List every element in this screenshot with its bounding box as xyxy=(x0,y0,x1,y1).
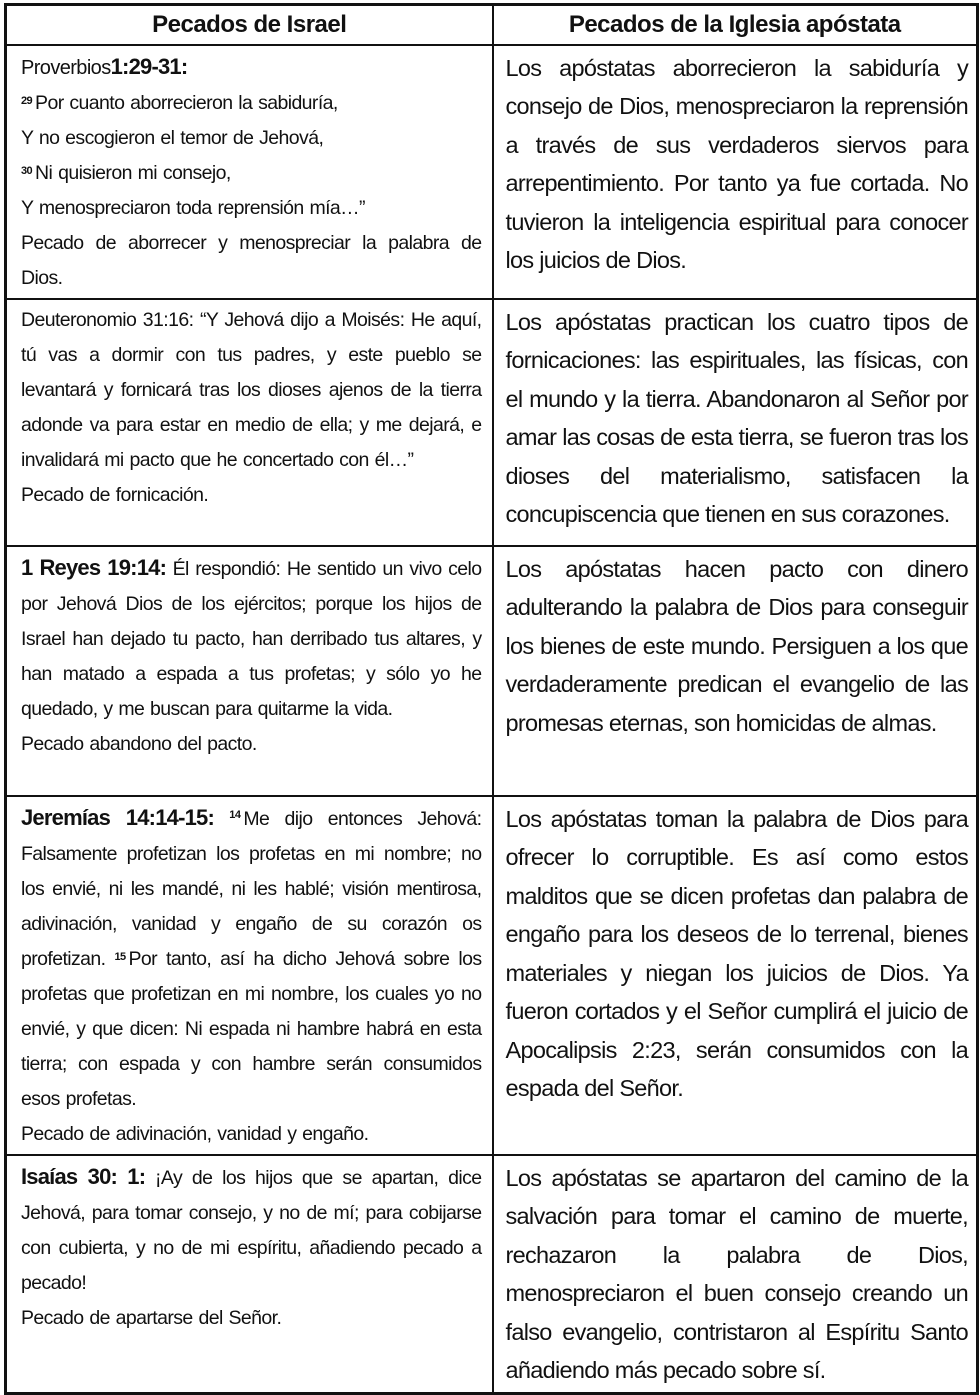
israel-cell-deuteronomio xyxy=(6,299,493,546)
apostate-cell-2: Los apóstatas practican los cuatro tipos de fornicaciones: las espirituales, las físicas, con el mundo y la tierra. Abandonaron al Señor por amar las cosas de esta tierra, se fueron tras los dioses del materialismo, satisfacen la concupiscencia que tienen en sus corazones. xyxy=(493,299,978,546)
verse-reference: Isaías 30: 1: xyxy=(21,1163,146,1189)
table-header-row xyxy=(6,5,978,45)
table-row xyxy=(6,1155,978,1394)
apostate-cell-3: Los apóstatas hacen pacto con dinero adulterando la palabra de Dios para conseguir los bienes de este mundo. Persiguen a los que verdaderamente predican el evangelio de las promesas eternas, son homicidas de almas. xyxy=(493,546,978,796)
apostate-cell-5: Los apóstatas se apartaron del camino de la salvación para tomar el camino de muerte, rechazaron la palabra de Dios, menospreciaron el buen consejo creando un falso evangelio, contristaron al Espíritu Santo añadiendo más pecado sobre sí. xyxy=(493,1155,978,1394)
verse-text: Por tanto, así ha dicho Jehová sobre los profetas que profetizan en mi nombre, los cuales yo no envié, y que dicen: Ni espada ni hambre habrá en esta tierra; con espada y con hambre serán consumidos esos profetas. xyxy=(21,947,482,1110)
israel-cell-proverbios xyxy=(6,45,493,299)
verse-line: $^{29}$ Por cuanto aborrecieron la sabiduría, xyxy=(21,91,338,114)
table-row xyxy=(6,796,978,1155)
verse-number: 15 xyxy=(114,950,126,963)
verse-line: Y menospreciaron toda reprensión mía…” xyxy=(21,196,365,219)
verse-text: Él respondió: He sentido un vivo celo por Jehová Dios de los ejércitos; porque los hijos de Israel han dejado tu pacto, han derribado tus altares, y han matado a espada a tus profetas; y sólo yo he quedado, y me buscan para quitarme la vida. xyxy=(21,557,482,720)
verse-line: Y no escogieron el temor de Jehová, xyxy=(21,126,324,149)
verse-text: ¡Ay de los hijos que se apartan, dice Jehová, para tomar consejo, y no de mí; para cobijarse con cubierta, y no de mi espíritu, añadiendo pecado a pecado! xyxy=(21,1166,482,1294)
header-israel-sins: Pecados de Israel xyxy=(6,5,493,45)
table-row xyxy=(6,299,978,546)
sin-summary: Pecado de fornicación. xyxy=(21,483,209,506)
verse-reference: 1 Reyes 19:14: xyxy=(21,554,167,580)
verse-reference: Proverbios1:29-31: xyxy=(21,53,188,79)
verse-number: 14 xyxy=(229,808,241,821)
table-row xyxy=(6,546,978,796)
verse-line: $^{30}$ Ni quisieron mi consejo, xyxy=(21,161,231,184)
verse-text: Me dijo entonces Jehová: Falsamente profetizan los profetas en mi nombre; no los envié, ni les mandé, ni les hablé; visión mentirosa, adivinación, vanidad y engaño de su corazón os profetizan. xyxy=(21,807,482,970)
verse-reference: Deuteronomio 31:16: xyxy=(21,308,194,331)
israel-cell-jeremias xyxy=(6,796,493,1155)
table-row xyxy=(6,45,978,299)
sin-summary: Pecado de aborrecer y menospreciar la palabra de Dios. xyxy=(21,231,482,289)
header-apostate-church-sins: Pecados de la Iglesia apóstata xyxy=(493,5,978,45)
sin-summary: Pecado abandono del pacto. xyxy=(21,732,257,755)
sin-summary: Pecado de apartarse del Señor. xyxy=(21,1306,282,1329)
sin-summary: Pecado de adivinación, vanidad y engaño. xyxy=(21,1122,369,1145)
verse-reference: Jeremías 14:14-15: xyxy=(21,804,214,830)
apostate-cell-4: Los apóstatas toman la palabra de Dios para ofrecer lo corruptible. Es así como estos malditos que se dicen profetas dan palabra de engaño para los deseos de lo terrenal, bienes materiales y niegan los juicios de Dios. Ya fueron cortados y el Señor cumplirá el juicio de Apocalipsis 2:23, serán consumidos con la espada del Señor. xyxy=(493,796,978,1155)
sins-comparison-table xyxy=(4,3,979,1395)
israel-cell-reyes xyxy=(6,546,493,796)
apostate-cell-1: Los apóstatas aborrecieron la sabiduría y consejo de Dios, menospreciaron la reprensión a través de sus verdaderos siervos para arrepentimiento. Por tanto ya fue cortada. No tuvieron la inteligencia espiritual para conocer los juicios de Dios. xyxy=(493,45,978,299)
israel-cell-isaias xyxy=(6,1155,493,1394)
verse-text: “Y Jehová dijo a Moisés: He aquí, tú vas a dormir con tus padres, y este pueblo se levantará y fornicará tras los dioses ajenos de la tierra adonde va para estar en medio de ella; y me dejará, e invalidará mi pacto que he concertado con él…” xyxy=(21,308,482,471)
